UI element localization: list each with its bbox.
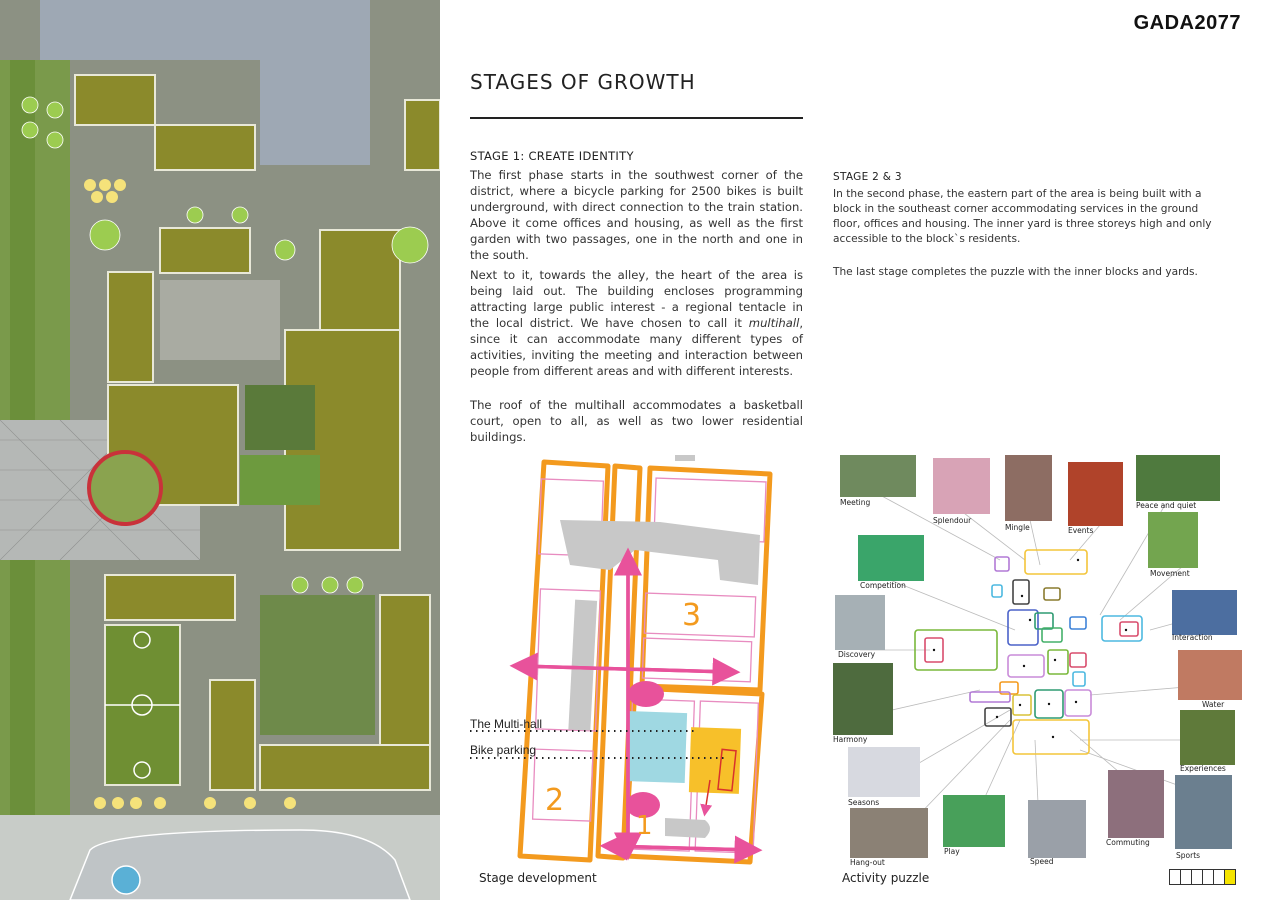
site-plan-image [0,0,440,900]
page-indicator [1170,869,1236,885]
stage-number-2: 2 [545,783,565,818]
activity-hang-out: Hang-out [850,858,885,867]
stage1-paragraph-1: The first phase starts in the southwest corner of the district, where a bicycle parking for 2500 bikes is built underground, with direct connection to the train station. Above it come offices and housing, as well as the first garden with two passages, one in the north and one in the south. [470,168,803,262]
stage-development-diagram [460,450,790,870]
activity-peace-and-quiet: Peace and quiet [1136,501,1197,510]
activity-seasons: Seasons [848,798,880,807]
activity-interaction: Interaction [1172,633,1213,642]
activity-discovery: Discovery [838,650,876,659]
activity-sports: Sports [1176,851,1201,860]
activity-puzzle-diagram [830,450,1250,870]
activity-competition: Competition [860,581,906,590]
activity-play: Play [944,847,960,856]
activity-splendour: Splendour [933,516,972,525]
activity-puzzle-caption: Activity puzzle [842,871,930,885]
stage1-paragraph-2: Next to it, towards the alley, the heart of the area is being laid out. The building encloses programming attracting large public interest - a regional tentacle in the local district. We have chosen to call it multihall, since it can accommodate many different types of activities, inviting the meeting and interaction between people from different areas and with different interests. [470,268,803,378]
page-title: STAGES OF GROWTH [470,70,696,94]
activity-meeting: Meeting [840,498,871,507]
label-multihall: The Multi-hall [470,717,543,731]
stage1-heading: STAGE 1: CREATE IDENTITY [470,149,634,163]
brand-logo-text: GADA2077 [1133,12,1241,34]
activity-commuting: Commuting [1106,838,1150,847]
stage-number-3: 3 [682,598,702,633]
activity-water: Water [1202,700,1225,709]
activity-movement: Movement [1150,569,1190,578]
stage-number-1: 1 [636,811,653,841]
stage-development-caption: Stage development [479,871,597,885]
stage1-paragraph-3: The roof of the multihall accommodates a basketball court, open to all, as well as two lower residential buildings. [470,398,803,444]
title-divider [470,117,803,119]
page-indicator-box-current [1224,869,1236,885]
activity-mingle: Mingle [1005,523,1030,532]
multihall-term: multihall [748,316,800,330]
activity-harmony: Harmony [833,735,868,744]
activity-experiences: Experiences [1180,764,1226,773]
stage2-heading: STAGE 2 & 3 [833,171,902,183]
label-bike-parking: Bike parking [470,743,537,757]
activity-speed: Speed [1030,857,1054,866]
stage2-paragraph-1: In the second phase, the eastern part of the area is being built with a block in the southeast corner accommodating services in the ground floor, offices and housing. The inner yard is three storeys high and only accessible to the block`s residents. [833,188,1212,245]
activity-events: Events [1068,526,1094,535]
stage2-paragraph-2: The last stage completes the puzzle with the inner blocks and yards. [833,266,1198,278]
